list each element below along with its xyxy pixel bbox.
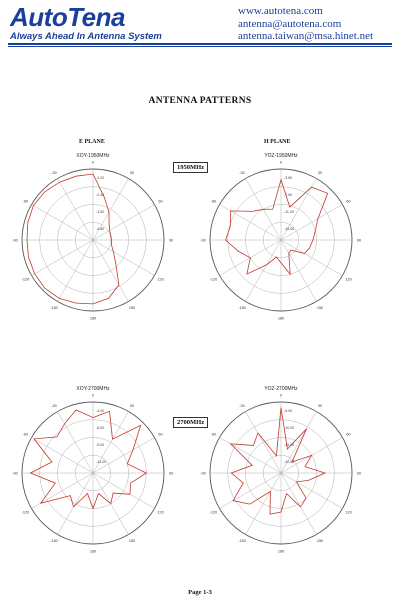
angle-tick-label: 90 [168, 471, 174, 476]
angle-tick-label: 30 [129, 170, 135, 175]
polar-plot [200, 386, 361, 554]
ring-value-label: -3.00 [96, 408, 105, 413]
polar-spoke [220, 473, 281, 509]
angle-tick-label: 30 [317, 403, 323, 408]
ring-value-label: -9.00 [96, 443, 105, 448]
angle-tick-label: 60 [346, 199, 351, 204]
ring-value-label: -6.00 [96, 425, 105, 430]
chart-title: XOY-1950MHz [76, 153, 110, 159]
angle-tick-label: 180 [277, 549, 285, 554]
angle-tick-label: 60 [346, 432, 351, 437]
angle-tick-label: 0 [279, 160, 283, 165]
polar-spoke [281, 473, 342, 509]
polar-spoke [220, 438, 281, 474]
angle-tick-label: 150 [128, 539, 136, 544]
angle-tick-label: 90 [168, 238, 174, 243]
angle-tick-label: -150 [50, 306, 58, 311]
ring-value-label: -3.60 [96, 210, 105, 215]
pattern-trace [231, 408, 325, 514]
angle-tick-label: 180 [277, 316, 285, 321]
ring-value-label: -4.80 [96, 227, 105, 232]
ring-value-label: -5.00 [284, 408, 293, 413]
e-plane-label: E PLANE [79, 139, 105, 145]
angle-tick-label: 0 [91, 160, 95, 165]
angle-tick-label: 60 [158, 432, 163, 437]
angle-tick-label: 90 [356, 238, 362, 243]
angle-tick-label: 120 [157, 277, 164, 282]
angle-tick-label: -60 [210, 432, 217, 437]
page-number: Page 1-3 [188, 589, 212, 596]
angle-tick-label: 0 [91, 393, 95, 398]
logo-tagline: Always Ahead In Antenna System [10, 31, 162, 42]
angle-tick-label: 120 [157, 510, 164, 515]
website-link[interactable]: www.autotena.com [238, 5, 323, 17]
angle-tick-label: -120 [209, 277, 218, 282]
angle-tick-label: -90 [200, 238, 206, 243]
angle-tick-label: -30 [51, 170, 57, 175]
angle-tick-label: -30 [239, 170, 245, 175]
ring-value-label: -12.00 [96, 460, 107, 465]
angle-tick-label: 180 [89, 316, 97, 321]
ring-value-label: -2.40 [96, 192, 105, 197]
angle-tick-label: 180 [89, 549, 97, 554]
angle-tick-label: -60 [210, 199, 217, 204]
ring-value-label: -10.00 [284, 425, 295, 430]
ring-value-label: -15.00 [284, 227, 295, 232]
freq-label-2700: 2700MHz [173, 417, 208, 428]
chart-title: YOZ-2700MHz [264, 386, 298, 392]
page-title: ANTENNA PATTERNS [148, 96, 252, 106]
angle-tick-label: -60 [22, 199, 29, 204]
chart-title: YOZ-1950MHz [264, 153, 298, 159]
angle-tick-label: -30 [51, 403, 57, 408]
chart-title: XOY-2700MHz [76, 386, 110, 392]
ring-value-label: -15.00 [284, 443, 295, 448]
ring-value-label: -11.20 [284, 210, 294, 215]
angle-tick-label: -60 [22, 432, 29, 437]
angle-tick-label: -120 [21, 510, 30, 515]
ring-value-label: -1.20 [96, 175, 105, 180]
angle-tick-label: 150 [316, 539, 324, 544]
angle-tick-label: 150 [316, 306, 324, 311]
angle-tick-label: -150 [238, 306, 246, 311]
email-link-secondary[interactable]: antenna.taiwan@msa.hinet.net [238, 30, 374, 42]
logo-text: AutoTena [10, 2, 125, 32]
angle-tick-label: 120 [345, 510, 352, 515]
angle-tick-label: 30 [129, 403, 135, 408]
angle-tick-label: -150 [50, 539, 58, 544]
angle-tick-label: 60 [158, 199, 163, 204]
angle-tick-label: -90 [12, 238, 18, 243]
polar-spoke [281, 473, 317, 534]
angle-tick-label: 0 [279, 393, 283, 398]
angle-tick-label: -120 [209, 510, 218, 515]
angle-tick-label: -90 [12, 471, 18, 476]
angle-tick-label: -120 [21, 277, 30, 282]
angle-tick-label: -150 [238, 539, 246, 544]
h-plane-label: H PLANE [264, 139, 291, 145]
angle-tick-label: -90 [200, 471, 206, 476]
angle-tick-label: -30 [239, 403, 245, 408]
angle-tick-label: 30 [317, 170, 323, 175]
freq-label-1950: 1950MHz [173, 162, 208, 173]
ring-value-label: -3.80 [284, 175, 293, 180]
ring-value-label: -7.60 [284, 192, 293, 197]
angle-tick-label: 120 [345, 277, 352, 282]
angle-tick-label: 90 [356, 471, 362, 476]
ring-value-label: -20.00 [284, 460, 295, 465]
email-link[interactable]: antenna@autotena.com [238, 17, 342, 30]
angle-tick-label: 150 [128, 306, 136, 311]
